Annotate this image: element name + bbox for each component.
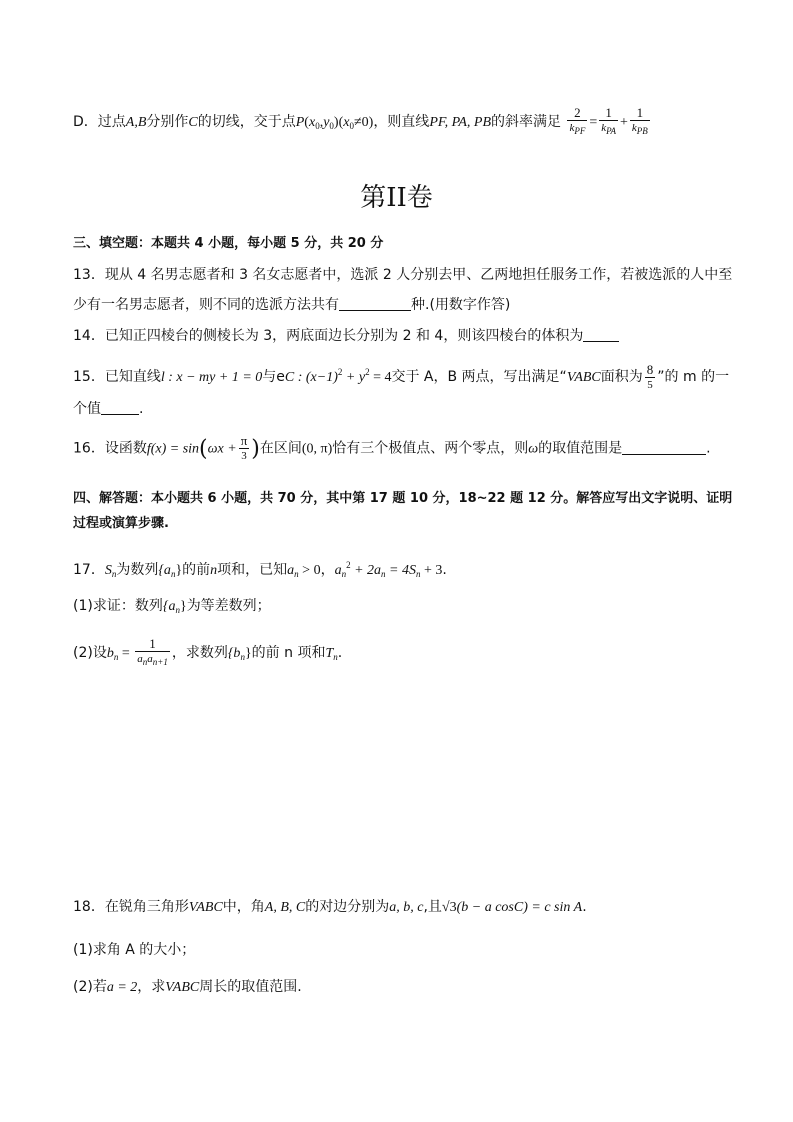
fraction-bn: $\frac{1}{a_na_{n+1}}$	[137, 636, 168, 667]
question-13-line1: 13．现从 4 名男志愿者和 3 名女志愿者中，选派 2 人分别去甲、乙两地担任服务工作，若被选派的人中至	[73, 267, 733, 283]
answer-blank[interactable]	[339, 296, 411, 311]
answer-blank[interactable]	[101, 400, 139, 415]
fraction-2-kpf: $\frac{2}{k_{PF}}$	[569, 105, 586, 136]
section-3-heading: 三、填空题：本题共 4 小题，每小题 5 分，共 20 分	[73, 236, 384, 251]
section-4-heading-line1: 四、解答题：本小题共 6 小题，共 70 分，其中第 17 题 10 分，18~22 题 12 分。解答应写出文字说明、证明	[73, 491, 733, 506]
section-4-heading-line2: 过程或演算步骤.	[73, 516, 169, 531]
fraction-1-kpa: $\frac{1}{k_{PA}}$	[601, 105, 616, 136]
fraction-1-kpb: $\frac{1}{k_{PB}}$	[631, 105, 648, 136]
question-16: 16．设函数f(x) = sin(ωx + $\frac{\pi}{3}$ )在区间(0, π)恰有三个极值点、两个零点，则ω的取值范围是 .	[73, 433, 711, 462]
answer-blank[interactable]	[622, 440, 706, 455]
answer-blank[interactable]	[583, 327, 619, 342]
question-18-part1: (1)求角 A 的大小；	[73, 942, 196, 958]
question-14: 14．已知正四棱台的侧棱长为 3，两底面边长分别为 2 和 4，则该四棱台的体积为	[73, 326, 619, 346]
option-d: D．过点A,B分别作C的切线，交于点$P(x_0,y_0)(x_0\ne 0)$，则直线PF, PA, PB的斜率满足 $\frac{2}{k_{PF}}$ = $\frac{1}{k_{PA}}$ + $\frac{1}{k_{PB}}$	[73, 105, 648, 136]
question-13-line2: 少有一名男志愿者，则不同的选派方法共有 种.(用数字作答)	[73, 297, 511, 313]
question-17-part2: (2)设$b_n$ = $\frac{1}{a_na_{n+1}}$ ，求数列$\{b_n\}$的前 n 项和$T_n$.	[73, 636, 343, 667]
fraction-pi-3: $\frac{\pi}{3}$	[240, 433, 248, 462]
question-15-line2: 个值 .	[73, 401, 144, 417]
question-18-part2: (2)若a = 2，求VABC周长的取值范围.	[73, 979, 302, 995]
question-17: 17．$S_n$为数列$\{a_n\}$的前n项和，已知$a_n > 0$，$a_n^2 + 2a_n = 4S_n + 3$.	[73, 560, 447, 579]
fraction-8-5: $\frac{8}{5}$	[646, 361, 654, 391]
question-18: 18．在锐角三角形VABC中，角A, B, C的对边分别为a, b, c,且√3(b − a cosC) = c sin A.	[73, 899, 587, 915]
question-17-part1: (1)求证：数列$\{a_n\}$为等差数列；	[73, 598, 271, 615]
question-15-line1: 15．已知直线l : x − my + 1 = 0与eC : $(x-1)^2 + y^2 = 4$交于 A，B 两点，写出满足“VABC面积为 $\frac{8}{5}$ ”的 m 的一	[73, 361, 730, 391]
section-title: 第II卷	[360, 183, 433, 213]
